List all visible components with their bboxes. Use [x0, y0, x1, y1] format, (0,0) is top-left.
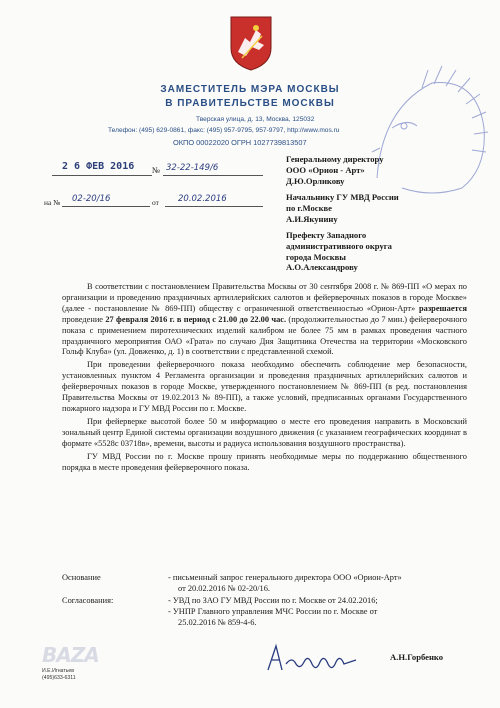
paragraph-permission-part3: (продолжительностью до 7 мин.) фейерверочного показа с применением пиротехнических изделий калибром не более 75 мм в рамках проведения частного праздничного мероприятия ОАО «Грата» по случаю Дня Защитника Отечества на территории «Московского Гольф Клуба» (ул. Довженко, д. 1) в соответствии с представленной схемой. — [62, 314, 467, 357]
signatory-name: А.Н.Горбенко — [390, 652, 444, 662]
ref-prefix: на № — [44, 198, 61, 207]
addressee-2 — [286, 192, 491, 224]
ref-from: от — [152, 198, 159, 207]
addressee-2-line1: Начальнику ГУ МВД России — [286, 192, 399, 202]
paragraph-permission — [62, 282, 467, 358]
ref-number-line — [62, 206, 150, 207]
issuer-address: Тверская улица, д. 13, Москва, 125032 — [196, 116, 315, 123]
number-prefix: № — [152, 166, 160, 175]
moscow-coat-of-arms-icon — [228, 14, 274, 72]
addressee-1-line2: ООО «Орион - Арт» — [286, 164, 365, 175]
addressee-2-line2: по г.Москве — [286, 202, 332, 213]
addressee-1-line3: Д.Ю.Орликову — [286, 175, 345, 186]
basis-item-1: - письменный запрос генерального директора ООО «Орион-Арт» — [168, 573, 402, 582]
letter-body — [62, 282, 467, 473]
addressee-3 — [286, 230, 491, 273]
issuer-title-line1: ЗАМЕСТИТЕЛЬ МЭРА МОСКВЫ — [160, 84, 340, 95]
issuer-title-line2: В ПРАВИТЕЛЬСТВЕ МОСКВЫ — [165, 98, 335, 109]
approvals-list — [168, 596, 468, 628]
date-stamp: 2 6 ФЕВ 2016 — [62, 161, 135, 172]
permission-datetime: 27 февраля 2016 г. в период с 21.00 до 22.00 час. — [105, 314, 287, 324]
paragraph-police: ГУ МВД России по г. Москве прошу принять необходимые меры по поддержанию общественного порядка в месте проведения фейерверочного показа. — [62, 451, 467, 472]
addressee-1 — [286, 154, 491, 186]
approval-item-3: 25.02.2016 № 859-4-6. — [178, 617, 257, 627]
issuer-contacts: Телефон: (495) 629-0861, факс: (495) 957-9795, 957-9797, http://www.mos.ru — [108, 127, 340, 134]
outgoing-number: 32-22-149/6 — [166, 163, 219, 173]
paragraph-permission-part2: проведение — [62, 314, 106, 324]
number-line — [163, 175, 263, 176]
paragraph-airspace: При фейерверке высотой более 50 м информацию о месте его проведения направить в Московский зональный центр Единой системы организации воздушного движения (с указанием географических координат в формате «5528с 03718в», времени, высоты и радиуса использования воздушного пространства). — [62, 416, 467, 448]
approval-item-2: - УНПР Главного управления МЧС России по г. Москве от — [168, 606, 378, 616]
executor-phone: (495)633-6311 — [42, 675, 76, 681]
baza-watermark: BAZA — [42, 643, 99, 667]
addressee-2-line3: А.И.Якунину — [286, 213, 338, 224]
ref-number: 02-20/16 — [72, 194, 111, 204]
paragraph-safety: При проведении фейерверочного показа необходимо обеспечить соблюдение мер безопасности, установленных пунктом 4 Регламента организации и проведения праздничных артиллерийских салютов и фейерверочных показов в городе Москве, утвержденного постановлением № 869-ПП (в ред. постановления Правительства Москвы от 19.02.2013 № 89-ПП), а также условий, предписанных органами Государственного пожарного надзора и ГУ МВД России по г. Москве. — [62, 360, 467, 413]
handwritten-signature-icon — [262, 640, 362, 676]
executor-name: И.Е.Игнатьев — [42, 668, 75, 674]
ref-date: 20.02.2016 — [178, 194, 227, 204]
basis-item-2: от 20.02.2016 № 02-20/16. — [178, 583, 271, 593]
date-line — [52, 175, 152, 176]
approval-item-1: - УВД по ЗАО ГУ МВД России по г. Москве от 24.02.2016; — [168, 596, 378, 605]
addressee-3-line1: Префекту Западного — [286, 230, 367, 240]
addressee-3-line3: города Москвы — [286, 251, 347, 262]
addressee-1-line1: Генеральному директору — [286, 154, 384, 164]
ref-date-line — [165, 206, 263, 207]
approvals-label: Согласования: — [62, 596, 114, 605]
addressee-3-line4: А.О.Александрову — [286, 262, 358, 273]
basis-list — [168, 573, 468, 595]
permission-verb: разрешается — [418, 303, 467, 313]
basis-label: Основание — [62, 573, 101, 582]
issuer-codes: ОКПО 00022020 ОГРН 1027739813507 — [173, 138, 307, 147]
addressee-3-line2: административного округа — [286, 240, 392, 251]
paragraph-permission-part1: В соответствии с постановлением Правительства Москвы от 30 сентября 2008 г. № 869-ПП «О мерах по организации и проведению праздничных артиллерийских салютов и фейерверочных показов в городе Москве» (далее - постановление № 869-ПП) обществу с ограниченной ответственностью «Орион-Арт» — [62, 282, 467, 313]
